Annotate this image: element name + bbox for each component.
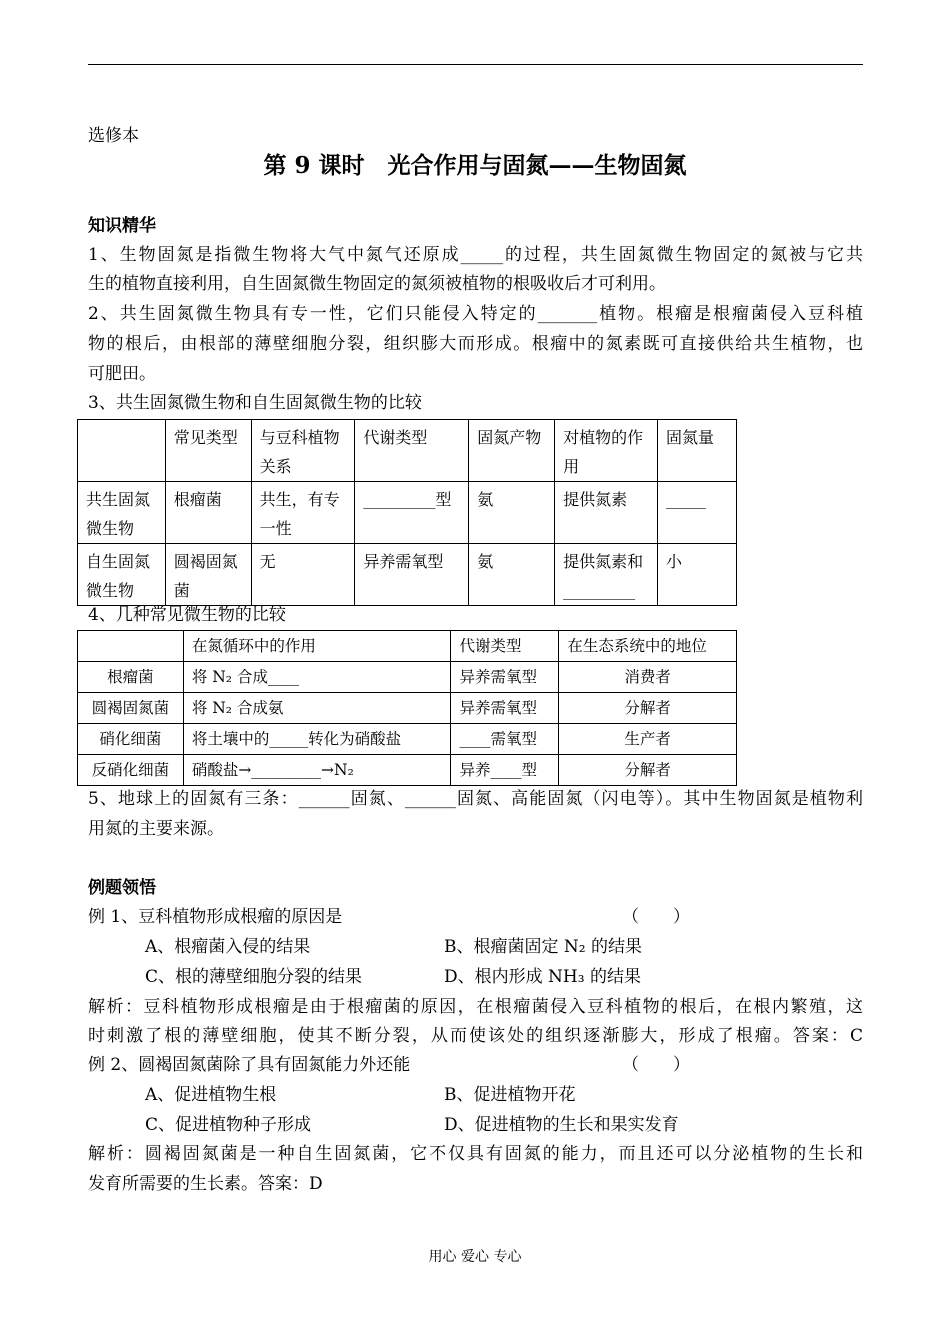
paragraph-4: 4、几种常见微生物的比较 — [88, 605, 286, 625]
table-row — [78, 662, 737, 693]
example-2-option-a: A、促进植物生根 — [145, 1085, 277, 1105]
table-cell: 反硝化细菌 — [78, 755, 184, 786]
table-cell: 在氮循环中的作用 — [183, 631, 451, 662]
table-cell: 异养____型 — [451, 755, 559, 786]
table-cell: _________型 — [355, 482, 469, 544]
page-title: 第 9 课时 光合作用与固氮——生物固氮 — [263, 152, 687, 179]
example-1-option-d: D、根内形成 NH₃ 的结果 — [444, 967, 641, 987]
example-2-option-d: D、促进植物的生长和果实发育 — [444, 1115, 679, 1135]
example-1-answer-bracket: （ ） — [622, 907, 690, 927]
table-cell: _____ — [658, 482, 737, 544]
subject-label: 选修本 — [88, 126, 139, 146]
table-cell: 常见类型 — [165, 420, 251, 482]
table-cell: 提供氮素和_________ — [555, 544, 658, 606]
table-cell: 提供氮素 — [555, 482, 658, 544]
table-cell: 无 — [251, 544, 355, 606]
table-cell: 对植物的作用 — [555, 420, 658, 482]
table-row — [78, 724, 737, 755]
table-cell: 消费者 — [559, 662, 737, 693]
table-row — [78, 482, 737, 544]
paragraph-1-line-2: 生的植物直接利用，自生固氮微生物固定的氮须被植物的根吸收后才可利用。 — [88, 274, 666, 294]
example-1-analysis-line-1: 解析：豆科植物形成根瘤是由于根瘤菌的原因，在根瘤菌侵入豆科植物的根后，在根内繁殖，这 — [88, 997, 863, 1017]
example-1-option-a: A、根瘤菌入侵的结果 — [145, 937, 311, 957]
paragraph-5-line-2: 用氮的主要来源。 — [88, 819, 224, 839]
table-row — [78, 755, 737, 786]
table-cell: 硝化细菌 — [78, 724, 184, 755]
table-cell: 圆褐固氮菌 — [78, 693, 184, 724]
table-row — [78, 544, 737, 606]
section-heading-examples: 例题领悟 — [88, 878, 156, 898]
table-cell: 异养需氧型 — [451, 693, 559, 724]
table-cell: 代谢类型 — [355, 420, 469, 482]
table-cell: 氨 — [469, 482, 555, 544]
table-cell: 圆褐固氮菌 — [165, 544, 251, 606]
example-1-question: 例 1、豆科植物形成根瘤的原因是 — [88, 907, 343, 927]
table-cell: 共生固氮微生物 — [78, 482, 166, 544]
table-cell: ____需氧型 — [451, 724, 559, 755]
section-heading-knowledge: 知识精华 — [88, 216, 156, 236]
example-2-question: 例 2、圆褐固氮菌除了具有固氮能力外还能 — [88, 1055, 411, 1075]
table-cell: 在生态系统中的地位 — [559, 631, 737, 662]
example-2-analysis-line-2: 发育所需要的生长素。答案：D — [88, 1174, 323, 1194]
example-1-option-b: B、根瘤菌固定 N₂ 的结果 — [444, 937, 642, 957]
page-footer: 用心 爱心 专心 — [428, 1249, 522, 1265]
comparison-table-1 — [77, 419, 737, 606]
paragraph-5-line-1: 5、地球上的固氮有三条：______固氮、______固氮、高能固氮（闪电等）。其中生物固氮是植物利 — [88, 789, 863, 809]
table-row — [78, 693, 737, 724]
table-cell: 硝酸盐→_________→N₂ — [183, 755, 451, 786]
paragraph-1-line-1: 1、生物固氮是指微生物将大气中氮气还原成_____的过程，共生固氮微生物固定的氮被与它共 — [88, 245, 863, 265]
header-rule — [88, 64, 863, 65]
table-cell: 固氮产物 — [469, 420, 555, 482]
table-cell: 代谢类型 — [451, 631, 559, 662]
example-2-analysis-line-1: 解析：圆褐固氮菌是一种自生固氮菌，它不仅具有固氮的能力，而且还可以分泌植物的生长和 — [88, 1144, 863, 1164]
example-2-answer-bracket: （ ） — [622, 1055, 690, 1075]
table-header-row — [78, 420, 737, 482]
paragraph-2-line-3: 可肥田。 — [88, 364, 156, 384]
example-1-option-c: C、根的薄壁细胞分裂的结果 — [145, 967, 363, 987]
paragraph-2-line-1: 2、共生固氮微生物具有专一性，它们只能侵入特定的_______植物。根瘤是根瘤菌侵入豆科植 — [88, 304, 863, 324]
table-cell: 与豆科植物关系 — [251, 420, 355, 482]
table-cell: 固氮量 — [658, 420, 737, 482]
table-cell: 分解者 — [559, 755, 737, 786]
table-cell: 将 N₂ 合成____ — [183, 662, 451, 693]
example-1-analysis-line-2: 时刺激了根的薄壁细胞，使其不断分裂，从而使该处的组织逐渐膨大，形成了根瘤。答案：C — [88, 1026, 863, 1046]
table-cell: 分解者 — [559, 693, 737, 724]
table-cell: 自生固氮微生物 — [78, 544, 166, 606]
table-cell — [78, 420, 166, 482]
table-cell: 将土壤中的_____转化为硝酸盐 — [183, 724, 451, 755]
table-cell: 异养需氧型 — [451, 662, 559, 693]
table-cell: 根瘤菌 — [165, 482, 251, 544]
paragraph-3: 3、共生固氮微生物和自生固氮微生物的比较 — [88, 393, 422, 413]
table-cell: 氨 — [469, 544, 555, 606]
example-2-option-b: B、促进植物开花 — [444, 1085, 576, 1105]
paragraph-2-line-2: 物的根后，由根部的薄壁细胞分裂，组织膨大而形成。根瘤中的氮素既可直接供给共生植物，也 — [88, 334, 863, 354]
table-cell: 异养需氧型 — [355, 544, 469, 606]
table-cell: 根瘤菌 — [78, 662, 184, 693]
example-2-option-c: C、促进植物种子形成 — [145, 1115, 312, 1135]
table-cell: 生产者 — [559, 724, 737, 755]
table-cell: 共生，有专一性 — [251, 482, 355, 544]
table-header-row — [78, 631, 737, 662]
table-cell: 小 — [658, 544, 737, 606]
table-cell — [78, 631, 184, 662]
table-cell: 将 N₂ 合成氨 — [183, 693, 451, 724]
comparison-table-2 — [77, 630, 737, 786]
